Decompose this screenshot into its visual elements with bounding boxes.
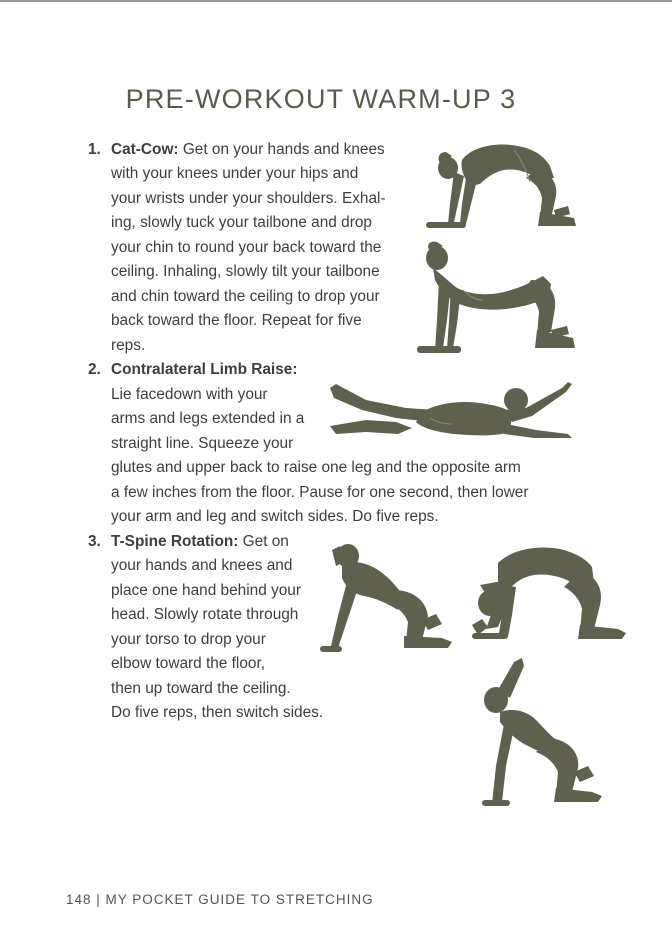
item-2-heading bbox=[111, 360, 297, 380]
item-3-line-1 bbox=[111, 532, 289, 552]
item-1-line-9: reps. bbox=[111, 337, 146, 354]
t-spine-open-figure-icon bbox=[318, 540, 460, 660]
item-1-line-8: back toward the floor. Repeat for five bbox=[111, 312, 362, 329]
item-1-line-1 bbox=[111, 140, 385, 160]
item-3-line-5: your torso to drop your bbox=[111, 631, 266, 648]
item-2-line-6: your arm and leg and switch sides. Do five reps. bbox=[111, 508, 439, 525]
item-3-line-7: then up toward the ceiling. bbox=[111, 680, 291, 697]
item-3-line-4: head. Slowly rotate through bbox=[111, 606, 299, 623]
item-2-line-2: arms and legs extended in a bbox=[111, 410, 305, 427]
item-1-line-3: your wrists under your shoulders. Exhal- bbox=[111, 190, 386, 207]
item-1-line-6: ceiling. Inhaling, slowly tilt your tailbone bbox=[111, 263, 380, 280]
item-number-1: 1. bbox=[88, 141, 101, 158]
page-title: PRE-WORKOUT WARM-UP 3 bbox=[125, 84, 517, 115]
item-name-2: Contralateral Limb Raise: bbox=[111, 361, 298, 378]
item-1-line-7: and chin toward the ceiling to drop your bbox=[111, 288, 380, 305]
item-number-2: 2. bbox=[88, 361, 101, 378]
page-footer: 148 | MY POCKET GUIDE TO STRETCHING bbox=[66, 892, 374, 907]
item-3-line-8: Do five reps, then switch sides. bbox=[111, 704, 324, 721]
item-3-line-6: elbow toward the floor, bbox=[111, 655, 265, 672]
item-1-line-2: with your knees under your hips and bbox=[111, 165, 359, 182]
item-name-1: Cat-Cow: bbox=[111, 141, 179, 158]
cat-pose-figure-icon bbox=[418, 138, 578, 236]
item-2-line-4: glutes and upper back to raise one leg and the opposite arm bbox=[111, 459, 521, 476]
item-1-line-4: ing, slowly tuck your tailbone and drop bbox=[111, 214, 372, 231]
item-2-line-5: a few inches from the floor. Pause for one second, then lower bbox=[111, 484, 529, 501]
item-3-text-1: Get on bbox=[238, 533, 289, 550]
cow-pose-figure-icon bbox=[413, 240, 578, 360]
item-name-3: T-Spine Rotation: bbox=[111, 533, 239, 550]
t-spine-up-figure-icon bbox=[478, 656, 608, 810]
item-1-text-1: Get on your hands and knees bbox=[178, 141, 385, 158]
item-number-3: 3. bbox=[88, 533, 101, 550]
item-2-line-1: Lie facedown with your bbox=[111, 386, 268, 403]
top-rule bbox=[0, 0, 672, 2]
item-3-line-3: place one hand behind your bbox=[111, 582, 301, 599]
item-3-line-2: your hands and knees and bbox=[111, 557, 293, 574]
limb-raise-figure-icon bbox=[326, 374, 574, 440]
item-2-line-3: straight line. Squeeze your bbox=[111, 435, 294, 452]
t-spine-down-figure-icon bbox=[468, 545, 628, 650]
item-1-line-5: your chin to round your back toward the bbox=[111, 239, 382, 256]
